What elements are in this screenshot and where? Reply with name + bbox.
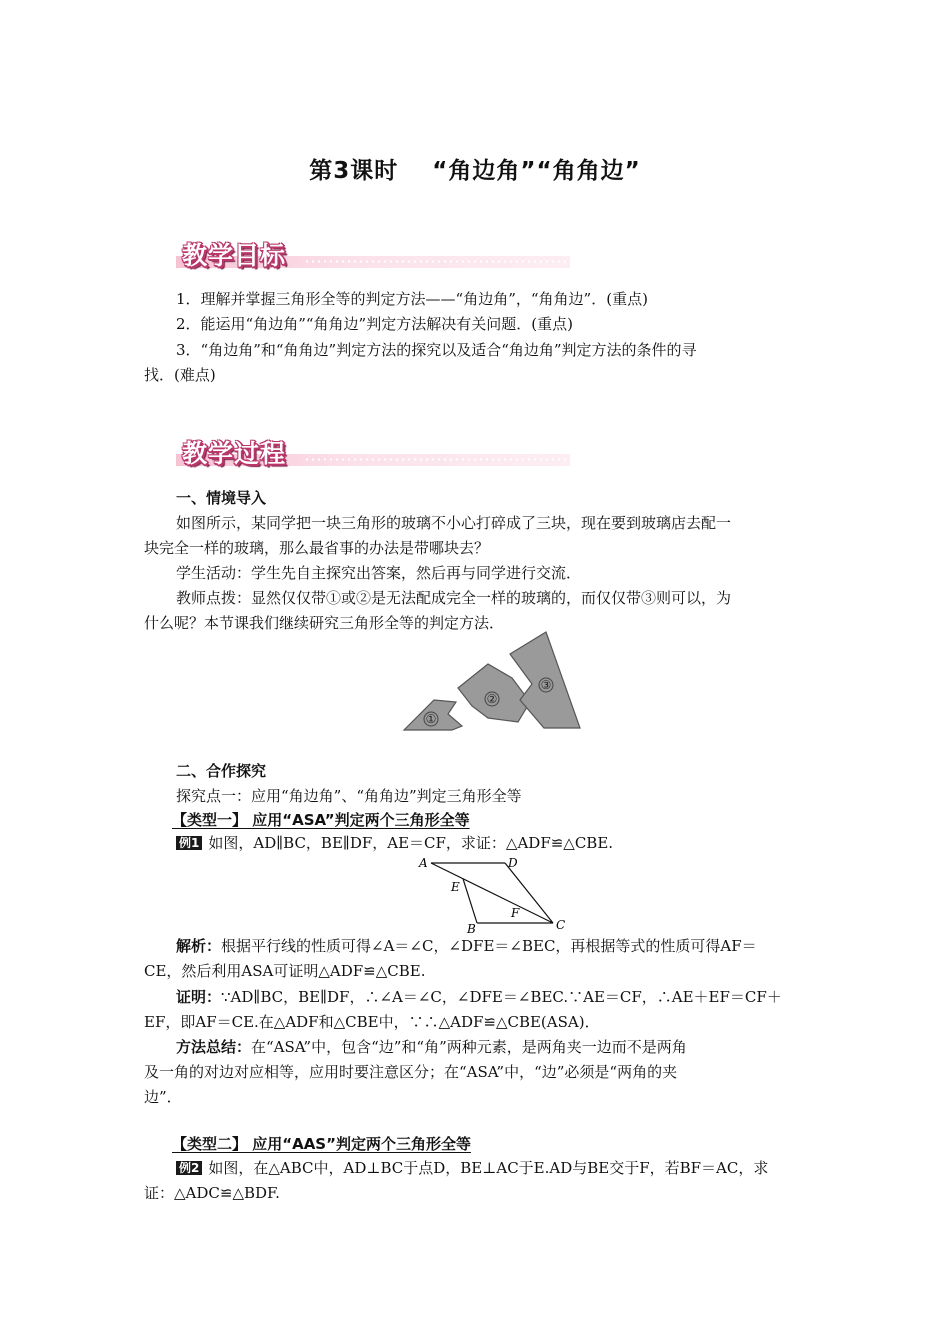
objectives-banner-label: 教学目标 [182,241,287,270]
intro-p3-line2: 什么呢？本节课我们继续研究三角形全等的判定方法． [144,614,505,632]
example-2-text: 如图，在△ABC中，AD⊥BC于点D，BE⊥AC于E.AD与BE交于F，若BF＝AC，求 [208,1159,769,1177]
explore-heading: 二、合作探究 [176,762,267,780]
banner-dots [304,458,566,461]
analysis-text: 根据平行线的性质可得∠A＝∠C，∠DFE＝∠BEC，再根据等式的性质可得AF＝ [221,937,757,955]
objective-3-line2: 找．(难点) [144,366,216,384]
explore-point1: 探究点一：应用“角边角”、“角角边”判定三角形全等 [176,787,522,805]
geometry-figure-1 [415,853,575,935]
point-E: E [451,880,460,894]
summary-text: 在“ASA”中，包含“边”和“角”两种元素，是两角夹一边而不是两角 [251,1038,687,1056]
example-1-badge: 例1 [176,836,202,850]
summary-line1 [176,1035,687,1060]
intro-p1-line2: 块完全一样的玻璃，那么最省事的办法是带哪块去？ [144,539,490,557]
intro-p2: 学生活动：学生先自主探究出答案，然后再与同学进行交流． [176,564,582,582]
point-B: B [467,922,476,935]
objective-2: 2．能运用“角边角”“角角边”判定方法解决有关问题．(重点) [176,315,573,333]
objectives-banner [176,236,572,272]
proof-text: ∵AD∥BC，BE∥DF，∴∠A＝∠C，∠DFE＝∠BEC.∵AE＝CF，∴AE＋EF＝CF＋ [221,988,782,1006]
example-2-line1 [176,1156,768,1181]
process-banner-label: 教学过程 [182,439,287,468]
analysis-line1 [176,934,757,959]
page-title [0,152,950,185]
glass-label-1: ① [425,712,437,726]
banner-dots [304,260,566,263]
glass-label-2: ② [486,692,498,706]
example-2-line2: 证：△ADC≌△BDF. [144,1184,280,1202]
objective-1: 1．理解并掌握三角形全等的判定方法——“角边角”，“角角边”．(重点) [176,290,648,308]
summary-label: 方法总结： [176,1038,252,1056]
point-F: F [511,906,520,920]
example-1-text: 如图，AD∥BC，BE∥DF，AE＝CF，求证：△ADF≌△CBE. [208,834,614,852]
intro-p3-line1: 教师点拨：显然仅仅带①或②是无法配成完全一样的玻璃的，而仅仅带③则可以，为 [176,589,732,607]
analysis-line2: CE，然后利用ASA可证明△ADF≌△CBE. [144,962,426,980]
broken-glass-figure [400,630,585,734]
lesson-number: 第3课时 [309,158,399,184]
intro-heading: 一、情境导入 [176,489,267,507]
objective-3-line1: 3．“角边角”和“角角边”判定方法的探究以及适合“角边角”判定方法的条件的寻 [176,341,697,359]
point-C: C [556,918,566,932]
summary-line3: 边”． [144,1088,182,1106]
point-D: D [508,856,518,870]
lesson-topic: “角边角”“角角边” [432,158,641,184]
type1-heading: 【类型一】 应用“ASA”判定两个三角形全等 [172,811,470,829]
point-A: A [419,856,428,870]
analysis-label: 解析： [176,937,222,955]
example-2-badge: 例2 [176,1161,202,1175]
summary-line2: 及一角的对边对应相等，应用时要注意区分；在“ASA”中，“边”必须是“两角的夹 [144,1063,678,1081]
proof-line1 [176,985,782,1010]
intro-p1-line1: 如图所示，某同学把一块三角形的玻璃不小心打碎成了三块，现在要到玻璃店去配一 [176,514,732,532]
proof-line2: EF，即AF＝CE.在△ADF和△CBE中，∵∴△ADF≌△CBE(ASA)． [144,1013,600,1031]
glass-label-3: ③ [540,678,552,692]
process-banner [176,434,572,470]
type2-heading: 【类型二】 应用“AAS”判定两个三角形全等 [172,1135,471,1153]
proof-label: 证明： [176,988,222,1006]
